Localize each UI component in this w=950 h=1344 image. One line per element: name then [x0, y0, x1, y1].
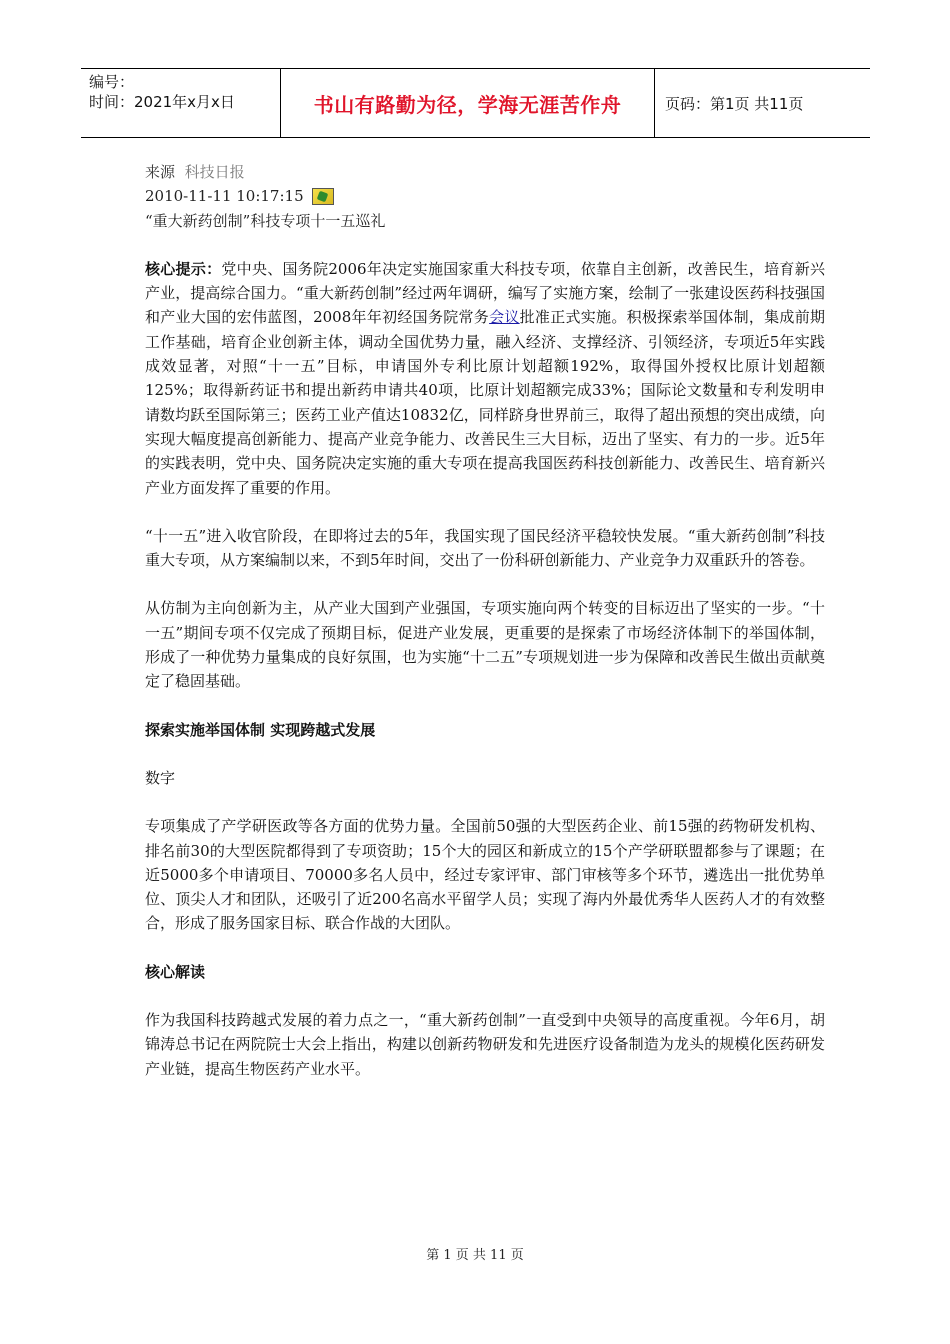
document-header [81, 68, 870, 138]
publish-datetime: 2010-11-11 10:17:15 [145, 187, 304, 206]
core-tip-paragraph [145, 257, 825, 500]
header-page-info: 页码：第1页 共11页 [665, 94, 804, 113]
meeting-link[interactable]: 会议 [489, 308, 520, 327]
article-meta [145, 160, 825, 233]
source-label: 来源 [145, 163, 176, 181]
core-tip-lead: 核心提示： [145, 259, 222, 278]
source-value: 科技日报 [184, 163, 245, 181]
page-footer: 第 1 页 共 11 页 [426, 1248, 524, 1263]
paragraph-4: 数字 [145, 768, 176, 787]
paragraph-5: 专项集成了产学研医政等各方面的优势力量。全国前50强的大型医药企业、前15强的药物研发机构、排名前30的大型医院都得到了专项资助；15个大的园区和新成立的15个产学研联盟都参与了课题；在近5000多个申请项目、70000多名人员中，经过专家评审、部门审核等多个环节，遴选出一批优势单位、顶尖人才和团队，还吸引了近200名高水平留学人员；实现了海内外最优秀华人医药人才的有效整合，形成了服务国家目标、联合作战的大团队。 [145, 817, 825, 933]
article-headline: “重大新药创制”科技专项十一五巡礼 [145, 211, 386, 230]
header-left-cell [81, 69, 281, 137]
datetime-row [145, 184, 825, 208]
paragraph-2: “十一五”进入收官阶段，在即将过去的5年，我国实现了国民经济平稳较快发展。“重大新药创制”科技重大专项，从方案编制以来，不到5年时间，交出了一份科研创新能力、产业竞争力双重跃升的答卷。 [145, 526, 825, 570]
core-tip-text-b: 批准正式实施。积极探索举国体制，集成前期工作基础，培育企业创新主体，调动全国优势力量，融入经济、支撑经济、引领经济，专项近5年实践成效显著，对照“十一五”目标，申请国外专利比原计划超额192%，取得国外授权比原计划超额125%；取得新药证书和提出新药申请共40项，比原计划超额完成33%；国际论文数量和专利发明申请数均跃至国际第三；医药工业产值达10832亿，同样跻身世界前三，取得了超出预想的突出成绩，向实现大幅度提高创新能力、提高产业竞争能力、改善民生三大目标，迈出了坚实、有力的一步。近5年的实践表明，党中央、国务院决定实施的重大专项在提高我国医药科技创新能力、改善民生、培育新兴产业方面发挥了重要的作用。 [145, 308, 825, 497]
paragraph-6: 作为我国科技跨越式发展的着力点之一，“重大新药创制”一直受到中央领导的高度重视。今年6月，胡锦涛总书记在两院院士大会上指出，构建以创新药物研发和先进医疗设备制造为龙头的规模化医药研发产业链，提高生物医药产业水平。 [145, 1011, 825, 1078]
number-label: 编号： [89, 73, 135, 91]
time-label: 时间：2021年x月x日 [89, 93, 235, 111]
source-row [145, 160, 825, 184]
print-icon[interactable] [312, 188, 334, 205]
core-tip-text-a: 党中央、国务院2006年决定实施国家重大科技专项，依靠自主创新，改善民生，培育新兴产业，提高综合国力。“重大新药创制”经过两年调研，编写了实施方案，绘制了一张建设医药科技强国和产业大国的宏伟蓝图，2008年年初经国务院常务 [145, 259, 825, 327]
paragraph-3: 从仿制为主向创新为主，从产业大国到产业强国，专项实施向两个转变的目标迈出了坚实的一步。“十一五”期间专项不仅完成了预期目标，促进产业发展，更重要的是探索了市场经济体制下的举国体制，形成了一种优势力量集成的良好氛围，也为实施“十二五”专项规划进一步为保障和改善民生做出贡献奠定了稳固基础。 [145, 599, 825, 691]
header-motto: 书山有路勤为径，学海无涯苦作舟 [281, 69, 655, 137]
section-heading-1: 探索实施举国体制 实现跨越式发展 [145, 720, 376, 739]
section-heading-2: 核心解读 [145, 962, 206, 981]
article-body [145, 160, 825, 1081]
